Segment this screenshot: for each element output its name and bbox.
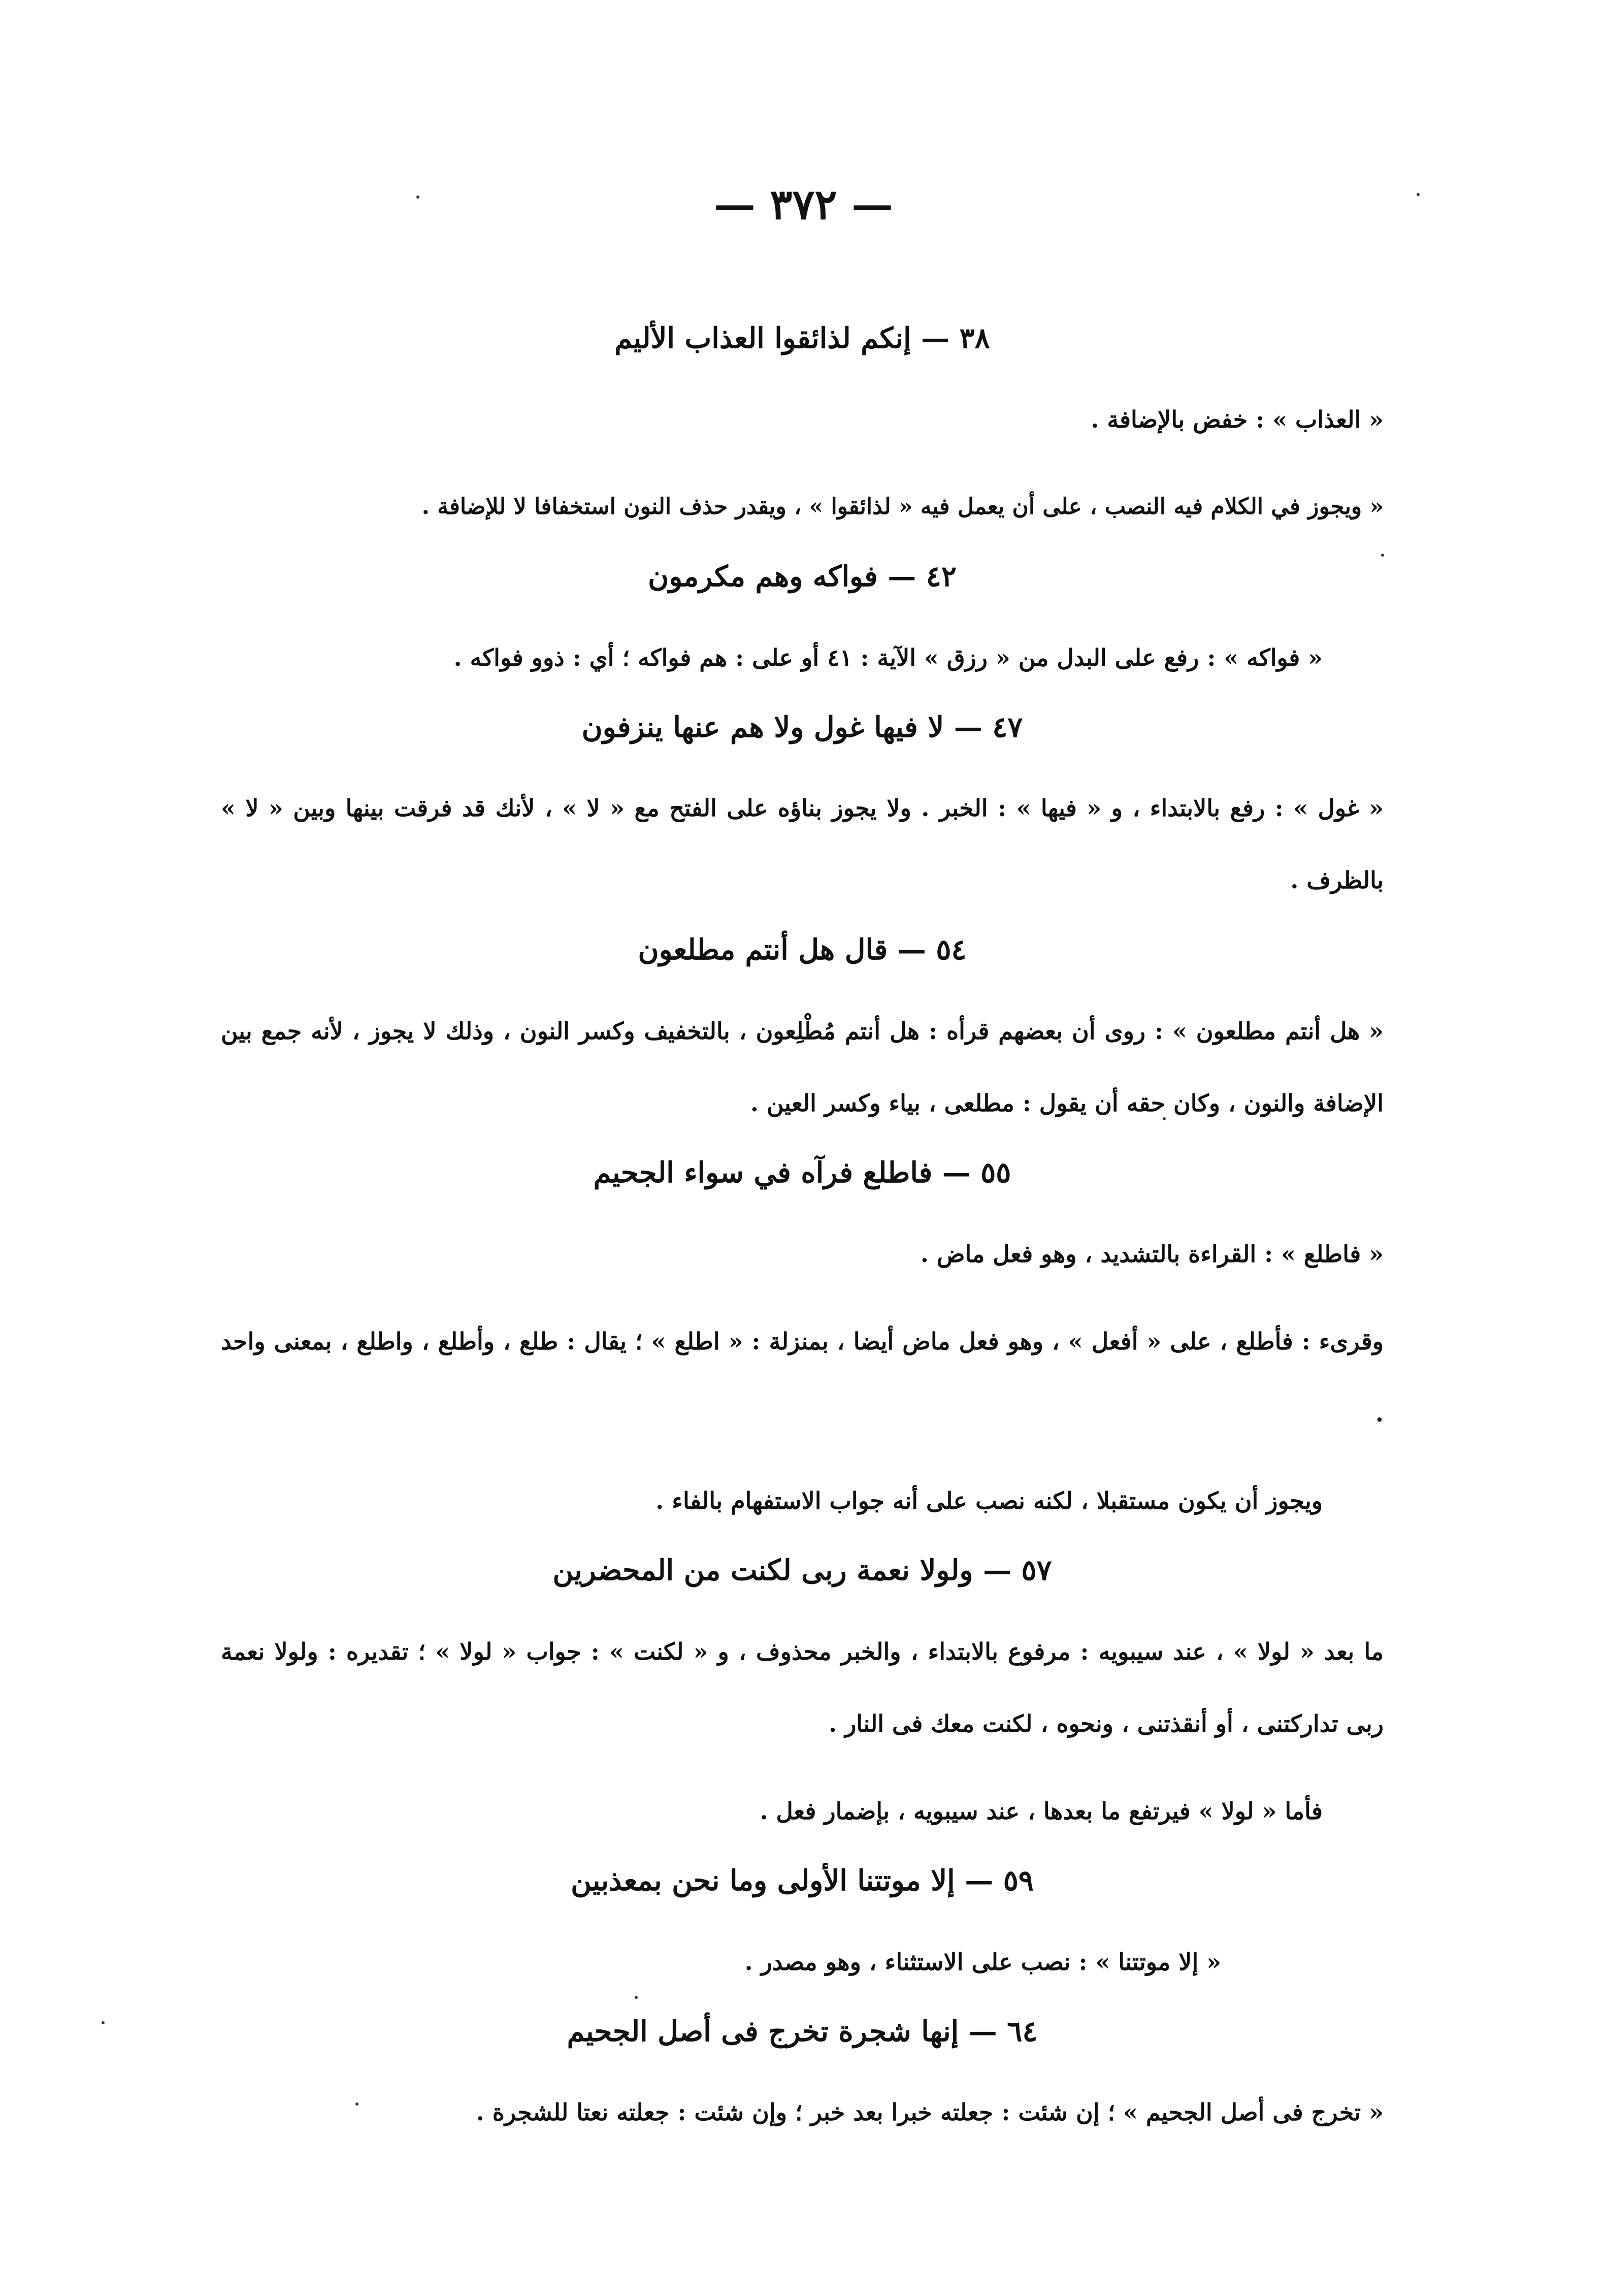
commentary-paragraph: « إلا موتتنا » : نصب على الاستثناء ، وهو مصدر . <box>744 1948 1221 1976</box>
scan-speck <box>102 2021 105 2024</box>
scan-speck <box>1163 1117 1166 1120</box>
commentary-paragraph: « فواكه » : رفع على البدل من « رزق » الآية : ٤١ أو على : هم فواكه ؛ أي : ذوو فواكه . <box>453 643 1323 671</box>
scan-speck <box>1381 554 1384 557</box>
commentary-paragraph: « العذاب » : خفض بالإضافة . <box>1091 405 1384 433</box>
verse-heading: ٤٢ — فواكه وهم مكرمون <box>648 559 957 593</box>
verse-heading: ٥٧ — ولولا نعمة ربى لكنت من المحضرين <box>552 1553 1052 1587</box>
scan-speck <box>635 1996 638 1999</box>
commentary-paragraph: ويجوز أن يكون مستقبلا ، لكنه نصب على أنه جواب الاستفهام بالفاء . <box>655 1486 1323 1514</box>
commentary-paragraph: « غول » : رفع بالابتداء ، و « فيها » : الخبر . ولا يجوز بناؤه على الفتح مع « لا » ، لأنك قد فرقت بينها وبين « لا » بالظرف . <box>221 794 1384 894</box>
commentary-paragraph: « تخرج فى أصل الجحيم » ؛ إن شئت : جعلته خبرا بعد خبر ؛ وإن شئت : جعلته نعتا للشجرة . <box>476 2098 1384 2126</box>
commentary-paragraph: « فاطلع » : القراءة بالتشديد ، وهو فعل ماض . <box>920 1240 1384 1268</box>
scan-speck <box>355 2103 358 2106</box>
verse-heading: ٣٨ — إنكم لذائقوا العذاب الأليم <box>614 321 990 355</box>
verse-heading: ٥٤ — قال هل أنتم مطلعون <box>638 933 967 967</box>
scan-speck <box>1417 193 1420 196</box>
commentary-paragraph: ما بعد « لولا » ، عند سيبويه : مرفوع بالابتداء ، والخبر محذوف ، و « لكنت » : جواب « لولا » ؛ تقديره : ولولا نعمة ربى تداركتنى ، أو أنقذتنى ، ونحوه ، لكنت معك فى النار . <box>221 1637 1384 1737</box>
verse-heading: ٤٧ — لا فيها غول ولا هم عنها ينزفون <box>581 710 1023 744</box>
scan-speck <box>416 196 419 199</box>
verse-heading: ٥٥ — فاطلع فرآه في سواء الجحيم <box>593 1156 1011 1190</box>
commentary-paragraph: « ويجوز في الكلام فيه النصب ، على أن يعمل فيه « لذائقوا » ، ويقدر حذف النون استخفافا لا للإضافة . <box>421 493 1384 520</box>
page-number: — ٣٧٢ — <box>713 180 894 229</box>
commentary-paragraph: فأما « لولا » فيرتفع ما بعدها ، عند سيبويه ، بإضمار فعل . <box>760 1797 1323 1825</box>
verse-heading: ٥٩ — إلا موتتنا الأولى وما نحن بمعذبين <box>571 1863 1034 1897</box>
verse-heading: ٦٤ — إنها شجرة تخرج فى أصل الجحيم <box>567 2014 1038 2048</box>
commentary-paragraph: « هل أنتم مطلعون » : روى أن بعضهم قرأه : هل أنتم مُطْلِعون ، بالتخفيف وكسر النون ، وذلك لا يجوز ، لأنه جمع بين الإضافة والنون ، وكان حقه أن يقول : مطلعى ، بياء وكسر العين . <box>221 1017 1384 1117</box>
page-body <box>221 320 1384 2163</box>
commentary-paragraph: وقرىء : فأطلع ، على « أفعل » ، وهو فعل ماض أيضا ، بمنزلة : « اطلع » ؛ يقال : طلع ، وأطلع ، واطلع ، بمعنى واحد . <box>221 1327 1384 1427</box>
